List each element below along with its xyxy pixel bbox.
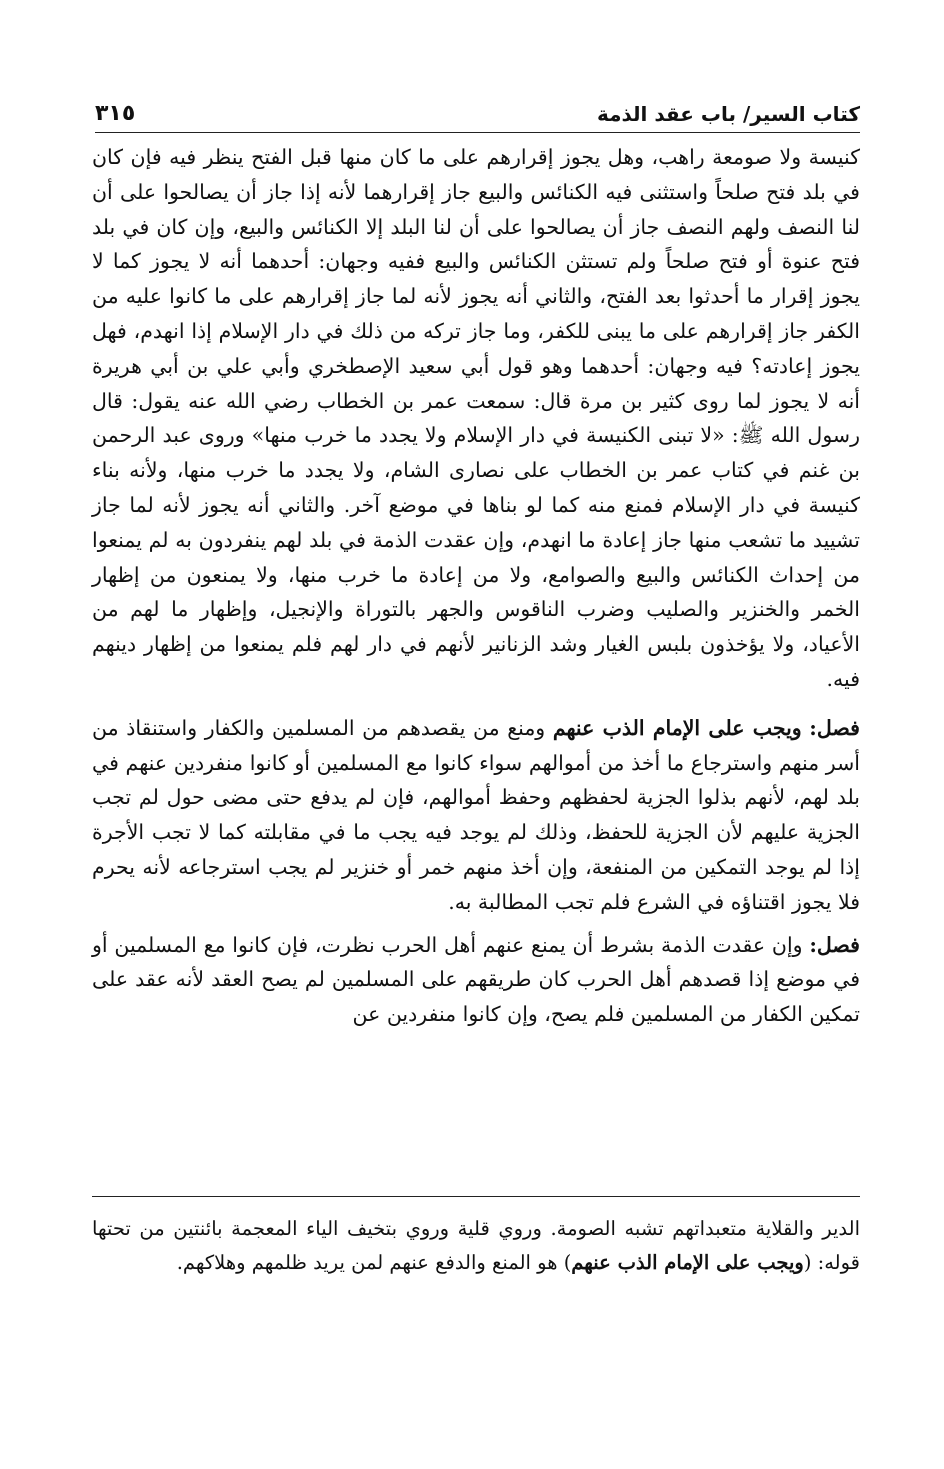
paragraph-2-text: ومنع من يقصدهم من المسلمين والكفار واستنقاذ من أسر منهم واسترجاع ما أخذ من أموالهم سواء كانوا مع المسلمين أو كانوا منفردين عنهم في بلد لهم، لأنهم بذلوا الجزية لحفظهم وحفظ أموالهم، فإن لم يدفع حتى مضى حول لم تجب الجزية عليهم لأن الجزية للحفظ، وذلك لم يوجد فيه يجب ما في مقابلته كما لا تجب الأجرة إذا لم يوجد التمكين من المنفعة، وإن أخذ منهم خمر أو خنزير لم يجب استرجاعه لأنه يحرم فلا يجوز اقتناؤه في الشرع فلم تجب المطالبة به. — [92, 715, 860, 914]
page-number: ٣١٥ — [95, 101, 136, 126]
footnote-paragraph — [92, 1212, 860, 1280]
main-text — [92, 140, 860, 1040]
paragraph-1 — [92, 140, 860, 697]
paragraph-3 — [92, 928, 860, 1032]
paragraph-1-text: كنيسة ولا صومعة راهب، وهل يجوز إقرارهم على ما كان منها قبل الفتح ينظر فيه فإن كان في بلد فتح صلحاً واستثنى فيه الكنائس والبيع جاز إقرارهما لأنه إذا جاز أن يصالحوا على أن لنا النصف ولهم النصف جاز أن يصالحوا على أن لنا البلد إلا الكنائس والبيع، وإن كان في بلد فتح عنوة أو فتح صلحاً ولم تستثن الكنائس والبيع ففيه وجهان: أحدهما أنه لا يجوز كما لا يجوز إقرار ما أحدثوا بعد الفتح، والثاني أنه يجوز لأنه لما جاز إقرارهم على ما كانوا عليه من الكفر جاز إقرارهم على ما يبنى للكفر، وما جاز تركه من ذلك في دار الإسلام إذا انهدم، فهل يجوز إعادته؟ فيه وجهان: أحدهما وهو قول أبي سعيد الإصطخري وأبي علي بن أبي هريرة أنه لا يجوز لما روى كثير بن مرة قال: سمعت عمر بن الخطاب رضي الله عنه يقول: قال رسول الله ﷺ: «لا تبنى الكنيسة في دار الإسلام ولا يجدد ما خرب منها» وروى عبد الرحمن بن غنم في كتاب عمر بن الخطاب على نصارى الشام، ولا يجدد ما خرب منها، ولأنه بناء كنيسة في دار الإسلام فمنع منه كما لو بناها في موضع آخر. والثاني أنه يجوز لأنه لما جاز تشييد ما تشعب منها جاز إعادة ما انهدم، وإن عقدت الذمة في بلد لهم ينفردون به لم يمنعوا من إحداث الكنائس والبيع والصوامع، ولا من إعادة ما خرب منها، ولا يمنعون من إظهار الخمر والخنزير والصليب وضرب الناقوس والجهر بالتوراة والإنجيل، وإظهار ما لهم من الأعياد، ولا يؤخذون بلبس الغيار وشد الزنانير لأنهم في دار لهم فلم يمنعوا من إظهار دينهم فيه. — [92, 145, 860, 691]
footnote-line-1: الدير والقلاية متعبداتهم تشبه الصومة. وروي قلية وروي بتخيف الياء المعجمة بائنتين من تحتها قوله: — [92, 1217, 860, 1274]
footnote-divider — [92, 1196, 860, 1197]
footnote-rest: هو المنع والدفع عنهم لمن يريد ظلمهم وهلاكهم. — [176, 1251, 558, 1274]
section-label-fasl: فصل: — [809, 932, 860, 957]
footnote-close-paren: ) — [563, 1251, 572, 1274]
paragraph-3-text: وإن عقدت الذمة بشرط أن يمنع عنهم أهل الحرب نظرت، فإن كانوا مع المسلمين أو في موضع إذا قصدهم أهل الحرب كان طريقهم على المسلمين لم يصح العقد لأنه عقد على تمكين الكفار من المسلمين فلم يصح، وإن كانوا منفردين عن — [92, 932, 860, 1027]
running-title: كتاب السير/ باب عقد الذمة — [596, 102, 860, 126]
paragraph-2 — [92, 711, 860, 920]
section-label-fasl: فصل: — [809, 715, 860, 740]
emphasized-phrase: ويجب على الإمام الذب عنهم — [552, 715, 802, 740]
footnote-open-paren: ( — [803, 1251, 812, 1274]
page-header — [95, 86, 860, 133]
footnote — [92, 1212, 860, 1280]
footnote-emphasized-phrase: ويجب على الإمام الذب عنهم — [571, 1251, 804, 1274]
